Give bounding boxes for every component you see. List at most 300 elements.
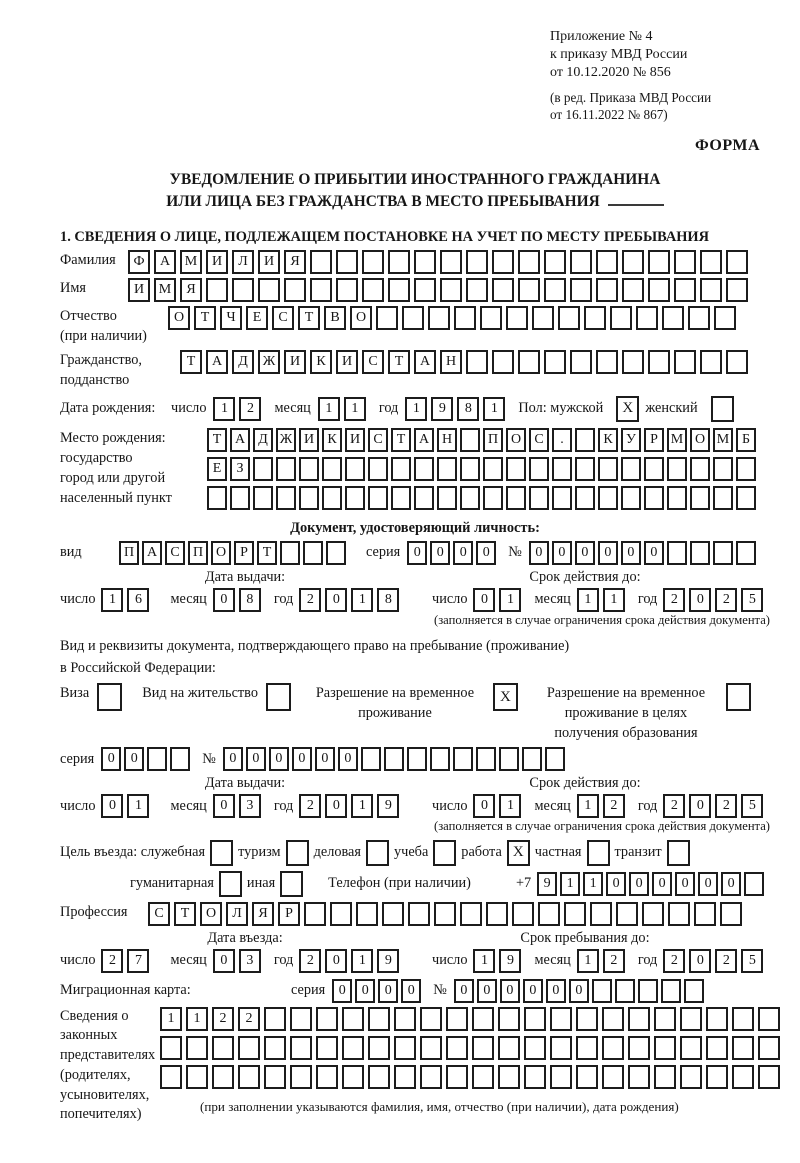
purpose-study-checkbox[interactable] [433,840,456,866]
char-cell[interactable]: 0 [223,747,243,771]
char-cell[interactable]: О [168,306,190,330]
char-cell[interactable] [532,306,554,330]
char-cell[interactable] [648,278,670,302]
char-cell[interactable] [564,902,586,926]
char-cell[interactable]: 2 [239,397,261,421]
char-cell[interactable] [700,278,722,302]
char-cell[interactable]: 0 [101,747,121,771]
char-cell[interactable] [732,1065,754,1089]
char-cell[interactable] [258,278,280,302]
char-cell[interactable] [576,1036,598,1060]
char-cell[interactable] [264,1007,286,1031]
char-cell[interactable] [700,250,722,274]
char-cell[interactable]: 0 [529,541,549,565]
char-cell[interactable]: С [362,350,384,374]
char-cell[interactable]: 2 [715,794,737,818]
char-cell[interactable]: 0 [213,949,235,973]
char-cell[interactable]: Л [226,902,248,926]
char-cell[interactable]: 0 [689,588,711,612]
char-cell[interactable]: 0 [473,794,495,818]
char-cell[interactable]: М [154,278,176,302]
char-cell[interactable] [336,278,358,302]
char-cell[interactable]: А [414,350,436,374]
char-cell[interactable] [570,278,592,302]
char-cell[interactable] [680,1007,702,1031]
char-cell[interactable]: 2 [603,794,625,818]
char-cell[interactable] [592,979,612,1003]
char-cell[interactable] [570,350,592,374]
char-cell[interactable] [644,486,664,510]
char-cell[interactable] [654,1065,676,1089]
char-cell[interactable]: Ч [220,306,242,330]
char-cell[interactable]: 0 [407,541,427,565]
char-cell[interactable]: 0 [721,872,741,896]
char-cell[interactable]: Д [232,350,254,374]
char-cell[interactable] [446,1065,468,1089]
char-cell[interactable] [538,902,560,926]
char-cell[interactable]: Ж [258,350,280,374]
char-cell[interactable] [690,541,710,565]
purpose-official-checkbox[interactable] [210,840,233,866]
char-cell[interactable]: 1 [213,397,235,421]
char-cell[interactable] [506,306,528,330]
char-cell[interactable] [460,457,480,481]
char-cell[interactable] [253,486,273,510]
char-cell[interactable]: Н [437,428,457,452]
char-cell[interactable] [290,1007,312,1031]
char-cell[interactable]: 0 [473,588,495,612]
char-cell[interactable] [472,1065,494,1089]
char-cell[interactable] [628,1007,650,1031]
char-cell[interactable] [466,250,488,274]
char-cell[interactable]: 1 [351,949,373,973]
char-cell[interactable]: И [128,278,150,302]
char-cell[interactable]: 0 [689,949,711,973]
char-cell[interactable]: 9 [499,949,521,973]
char-cell[interactable] [498,1007,520,1031]
char-cell[interactable]: 2 [299,949,321,973]
char-cell[interactable] [570,250,592,274]
char-cell[interactable] [322,457,342,481]
char-cell[interactable] [616,902,638,926]
char-cell[interactable]: 3 [239,949,261,973]
char-cell[interactable] [575,457,595,481]
char-cell[interactable] [758,1065,780,1089]
char-cell[interactable]: 1 [483,397,505,421]
char-cell[interactable] [668,902,690,926]
char-cell[interactable] [720,902,742,926]
char-cell[interactable] [342,1007,364,1031]
char-cell[interactable] [284,278,306,302]
char-cell[interactable] [628,1065,650,1089]
char-cell[interactable] [264,1065,286,1089]
purpose-business-checkbox[interactable] [366,840,389,866]
char-cell[interactable] [576,1007,598,1031]
char-cell[interactable] [394,1007,416,1031]
sex-female-checkbox[interactable] [711,396,734,422]
char-cell[interactable] [544,350,566,374]
char-cell[interactable]: 1 [499,588,521,612]
char-cell[interactable]: 5 [741,794,763,818]
char-cell[interactable] [160,1036,182,1060]
char-cell[interactable]: С [529,428,549,452]
char-cell[interactable]: С [165,541,185,565]
char-cell[interactable] [732,1036,754,1060]
char-cell[interactable] [602,1007,624,1031]
char-cell[interactable]: 0 [315,747,335,771]
char-cell[interactable] [575,428,595,452]
char-cell[interactable] [408,902,430,926]
char-cell[interactable]: 0 [644,541,664,565]
char-cell[interactable] [280,541,300,565]
char-cell[interactable] [596,278,618,302]
char-cell[interactable] [690,457,710,481]
char-cell[interactable]: 0 [454,979,474,1003]
char-cell[interactable] [394,1036,416,1060]
char-cell[interactable] [472,1007,494,1031]
char-cell[interactable] [706,1007,728,1031]
char-cell[interactable] [590,902,612,926]
char-cell[interactable]: 0 [689,794,711,818]
char-cell[interactable]: Т [298,306,320,330]
char-cell[interactable] [453,747,473,771]
char-cell[interactable] [460,486,480,510]
char-cell[interactable] [550,1036,572,1060]
char-cell[interactable]: Т [194,306,216,330]
char-cell[interactable]: 0 [430,541,450,565]
char-cell[interactable] [186,1036,208,1060]
char-cell[interactable] [644,457,664,481]
char-cell[interactable]: О [506,428,526,452]
char-cell[interactable] [483,486,503,510]
char-cell[interactable]: О [690,428,710,452]
char-cell[interactable]: 0 [124,747,144,771]
char-cell[interactable]: 1 [318,397,340,421]
char-cell[interactable]: 0 [378,979,398,1003]
char-cell[interactable] [160,1065,182,1089]
char-cell[interactable] [376,306,398,330]
char-cell[interactable] [690,486,710,510]
char-cell[interactable] [407,747,427,771]
char-cell[interactable]: 1 [577,588,599,612]
char-cell[interactable]: 6 [127,588,149,612]
char-cell[interactable]: Б [736,428,756,452]
char-cell[interactable]: 2 [101,949,123,973]
char-cell[interactable]: О [350,306,372,330]
char-cell[interactable] [622,250,644,274]
char-cell[interactable]: 0 [355,979,375,1003]
char-cell[interactable]: П [188,541,208,565]
char-cell[interactable] [476,747,496,771]
char-cell[interactable] [615,979,635,1003]
char-cell[interactable] [238,1036,260,1060]
char-cell[interactable]: С [368,428,388,452]
char-cell[interactable] [207,486,227,510]
char-cell[interactable] [518,350,540,374]
char-cell[interactable] [414,278,436,302]
char-cell[interactable] [522,747,542,771]
char-cell[interactable] [322,486,342,510]
char-cell[interactable] [388,250,410,274]
char-cell[interactable]: 1 [344,397,366,421]
char-cell[interactable]: 2 [212,1007,234,1031]
char-cell[interactable]: 1 [603,588,625,612]
char-cell[interactable] [440,278,462,302]
char-cell[interactable] [310,250,332,274]
char-cell[interactable]: Я [180,278,202,302]
char-cell[interactable] [498,1036,520,1060]
char-cell[interactable] [206,278,228,302]
char-cell[interactable] [684,979,704,1003]
char-cell[interactable] [428,306,450,330]
char-cell[interactable] [654,1036,676,1060]
char-cell[interactable] [674,350,696,374]
char-cell[interactable]: Т [257,541,277,565]
char-cell[interactable]: 0 [101,794,123,818]
char-cell[interactable] [694,902,716,926]
char-cell[interactable]: 1 [583,872,603,896]
char-cell[interactable] [732,1007,754,1031]
char-cell[interactable] [642,902,664,926]
char-cell[interactable]: 9 [377,794,399,818]
char-cell[interactable] [170,747,190,771]
char-cell[interactable]: 1 [577,794,599,818]
char-cell[interactable] [316,1007,338,1031]
char-cell[interactable]: О [200,902,222,926]
char-cell[interactable]: 8 [377,588,399,612]
char-cell[interactable]: 0 [575,541,595,565]
char-cell[interactable]: А [154,250,176,274]
char-cell[interactable]: 2 [715,588,737,612]
char-cell[interactable] [636,306,658,330]
char-cell[interactable]: 0 [476,541,496,565]
char-cell[interactable] [736,457,756,481]
char-cell[interactable] [512,902,534,926]
char-cell[interactable] [480,306,502,330]
char-cell[interactable] [596,350,618,374]
char-cell[interactable] [713,457,733,481]
char-cell[interactable]: 0 [213,588,235,612]
char-cell[interactable]: . [552,428,572,452]
char-cell[interactable] [680,1065,702,1089]
char-cell[interactable] [437,457,457,481]
char-cell[interactable] [506,457,526,481]
purpose-tourism-checkbox[interactable] [286,840,309,866]
char-cell[interactable] [368,457,388,481]
char-cell[interactable] [299,486,319,510]
char-cell[interactable] [674,278,696,302]
char-cell[interactable] [212,1036,234,1060]
purpose-private-checkbox[interactable] [587,840,610,866]
char-cell[interactable] [726,278,748,302]
char-cell[interactable]: Р [278,902,300,926]
char-cell[interactable] [326,541,346,565]
char-cell[interactable]: Я [252,902,274,926]
char-cell[interactable] [483,457,503,481]
purpose-transit-checkbox[interactable] [667,840,690,866]
char-cell[interactable] [518,250,540,274]
char-cell[interactable]: 8 [457,397,479,421]
char-cell[interactable] [368,1065,390,1089]
char-cell[interactable] [622,278,644,302]
char-cell[interactable]: 1 [577,949,599,973]
char-cell[interactable]: П [119,541,139,565]
char-cell[interactable] [486,902,508,926]
visa-checkbox[interactable] [97,683,122,711]
char-cell[interactable]: 0 [453,541,473,565]
char-cell[interactable]: И [258,250,280,274]
char-cell[interactable] [506,486,526,510]
char-cell[interactable] [362,250,384,274]
char-cell[interactable]: 0 [523,979,543,1003]
char-cell[interactable]: 0 [477,979,497,1003]
char-cell[interactable] [552,457,572,481]
char-cell[interactable] [472,1036,494,1060]
char-cell[interactable] [384,747,404,771]
char-cell[interactable] [460,428,480,452]
char-cell[interactable] [368,1036,390,1060]
char-cell[interactable]: К [322,428,342,452]
char-cell[interactable] [700,350,722,374]
char-cell[interactable] [368,1007,390,1031]
char-cell[interactable]: 2 [603,949,625,973]
temp-residence-edu-checkbox[interactable] [726,683,751,711]
char-cell[interactable]: 5 [741,949,763,973]
char-cell[interactable]: 9 [537,872,557,896]
char-cell[interactable] [744,872,764,896]
char-cell[interactable]: А [206,350,228,374]
char-cell[interactable] [545,747,565,771]
char-cell[interactable] [576,1065,598,1089]
char-cell[interactable]: Д [253,428,273,452]
char-cell[interactable] [336,250,358,274]
char-cell[interactable] [667,486,687,510]
char-cell[interactable]: 9 [431,397,453,421]
char-cell[interactable] [667,457,687,481]
char-cell[interactable]: Т [174,902,196,926]
char-cell[interactable]: В [324,306,346,330]
char-cell[interactable]: 0 [401,979,421,1003]
char-cell[interactable] [304,902,326,926]
char-cell[interactable] [345,457,365,481]
char-cell[interactable]: Ж [276,428,296,452]
char-cell[interactable] [544,250,566,274]
char-cell[interactable] [713,541,733,565]
char-cell[interactable]: Т [207,428,227,452]
purpose-humanitarian-checkbox[interactable] [219,871,242,897]
char-cell[interactable] [575,486,595,510]
char-cell[interactable] [621,457,641,481]
char-cell[interactable] [498,1065,520,1089]
char-cell[interactable] [414,457,434,481]
char-cell[interactable] [622,350,644,374]
char-cell[interactable]: Е [246,306,268,330]
char-cell[interactable]: 1 [405,397,427,421]
char-cell[interactable]: 0 [546,979,566,1003]
char-cell[interactable] [628,1036,650,1060]
char-cell[interactable] [736,486,756,510]
residence-permit-checkbox[interactable] [266,683,291,711]
char-cell[interactable]: 0 [325,588,347,612]
char-cell[interactable] [654,1007,676,1031]
char-cell[interactable]: 2 [299,588,321,612]
char-cell[interactable]: 2 [663,794,685,818]
char-cell[interactable] [446,1007,468,1031]
char-cell[interactable] [361,747,381,771]
char-cell[interactable] [492,350,514,374]
char-cell[interactable] [524,1036,546,1060]
char-cell[interactable] [420,1007,442,1031]
char-cell[interactable]: Р [644,428,664,452]
char-cell[interactable] [518,278,540,302]
char-cell[interactable] [550,1007,572,1031]
char-cell[interactable]: Т [180,350,202,374]
char-cell[interactable] [368,486,388,510]
char-cell[interactable] [212,1065,234,1089]
char-cell[interactable]: И [345,428,365,452]
char-cell[interactable] [648,350,670,374]
char-cell[interactable] [524,1065,546,1089]
char-cell[interactable]: 1 [499,794,521,818]
char-cell[interactable] [596,250,618,274]
char-cell[interactable] [330,902,352,926]
char-cell[interactable]: А [414,428,434,452]
char-cell[interactable]: 2 [663,949,685,973]
char-cell[interactable]: К [598,428,618,452]
char-cell[interactable]: И [206,250,228,274]
char-cell[interactable]: 0 [675,872,695,896]
char-cell[interactable]: П [483,428,503,452]
char-cell[interactable]: 5 [741,588,763,612]
char-cell[interactable] [466,278,488,302]
char-cell[interactable] [736,541,756,565]
char-cell[interactable] [394,1065,416,1089]
char-cell[interactable] [440,250,462,274]
char-cell[interactable]: М [713,428,733,452]
char-cell[interactable] [232,278,254,302]
char-cell[interactable] [430,747,450,771]
char-cell[interactable] [713,486,733,510]
char-cell[interactable] [454,306,476,330]
char-cell[interactable] [602,1065,624,1089]
char-cell[interactable] [714,306,736,330]
char-cell[interactable]: 1 [473,949,495,973]
char-cell[interactable] [726,250,748,274]
char-cell[interactable] [316,1065,338,1089]
char-cell[interactable]: 1 [101,588,123,612]
char-cell[interactable]: Н [440,350,462,374]
char-cell[interactable] [524,1007,546,1031]
char-cell[interactable] [290,1036,312,1060]
char-cell[interactable]: И [299,428,319,452]
char-cell[interactable]: 0 [246,747,266,771]
char-cell[interactable]: О [211,541,231,565]
char-cell[interactable] [230,486,250,510]
char-cell[interactable] [552,486,572,510]
char-cell[interactable] [238,1065,260,1089]
char-cell[interactable] [316,1036,338,1060]
char-cell[interactable]: Е [207,457,227,481]
char-cell[interactable] [437,486,457,510]
char-cell[interactable]: К [310,350,332,374]
char-cell[interactable] [342,1065,364,1089]
char-cell[interactable] [147,747,167,771]
char-cell[interactable]: 2 [238,1007,260,1031]
char-cell[interactable] [706,1036,728,1060]
char-cell[interactable] [667,541,687,565]
char-cell[interactable]: И [284,350,306,374]
char-cell[interactable] [638,979,658,1003]
